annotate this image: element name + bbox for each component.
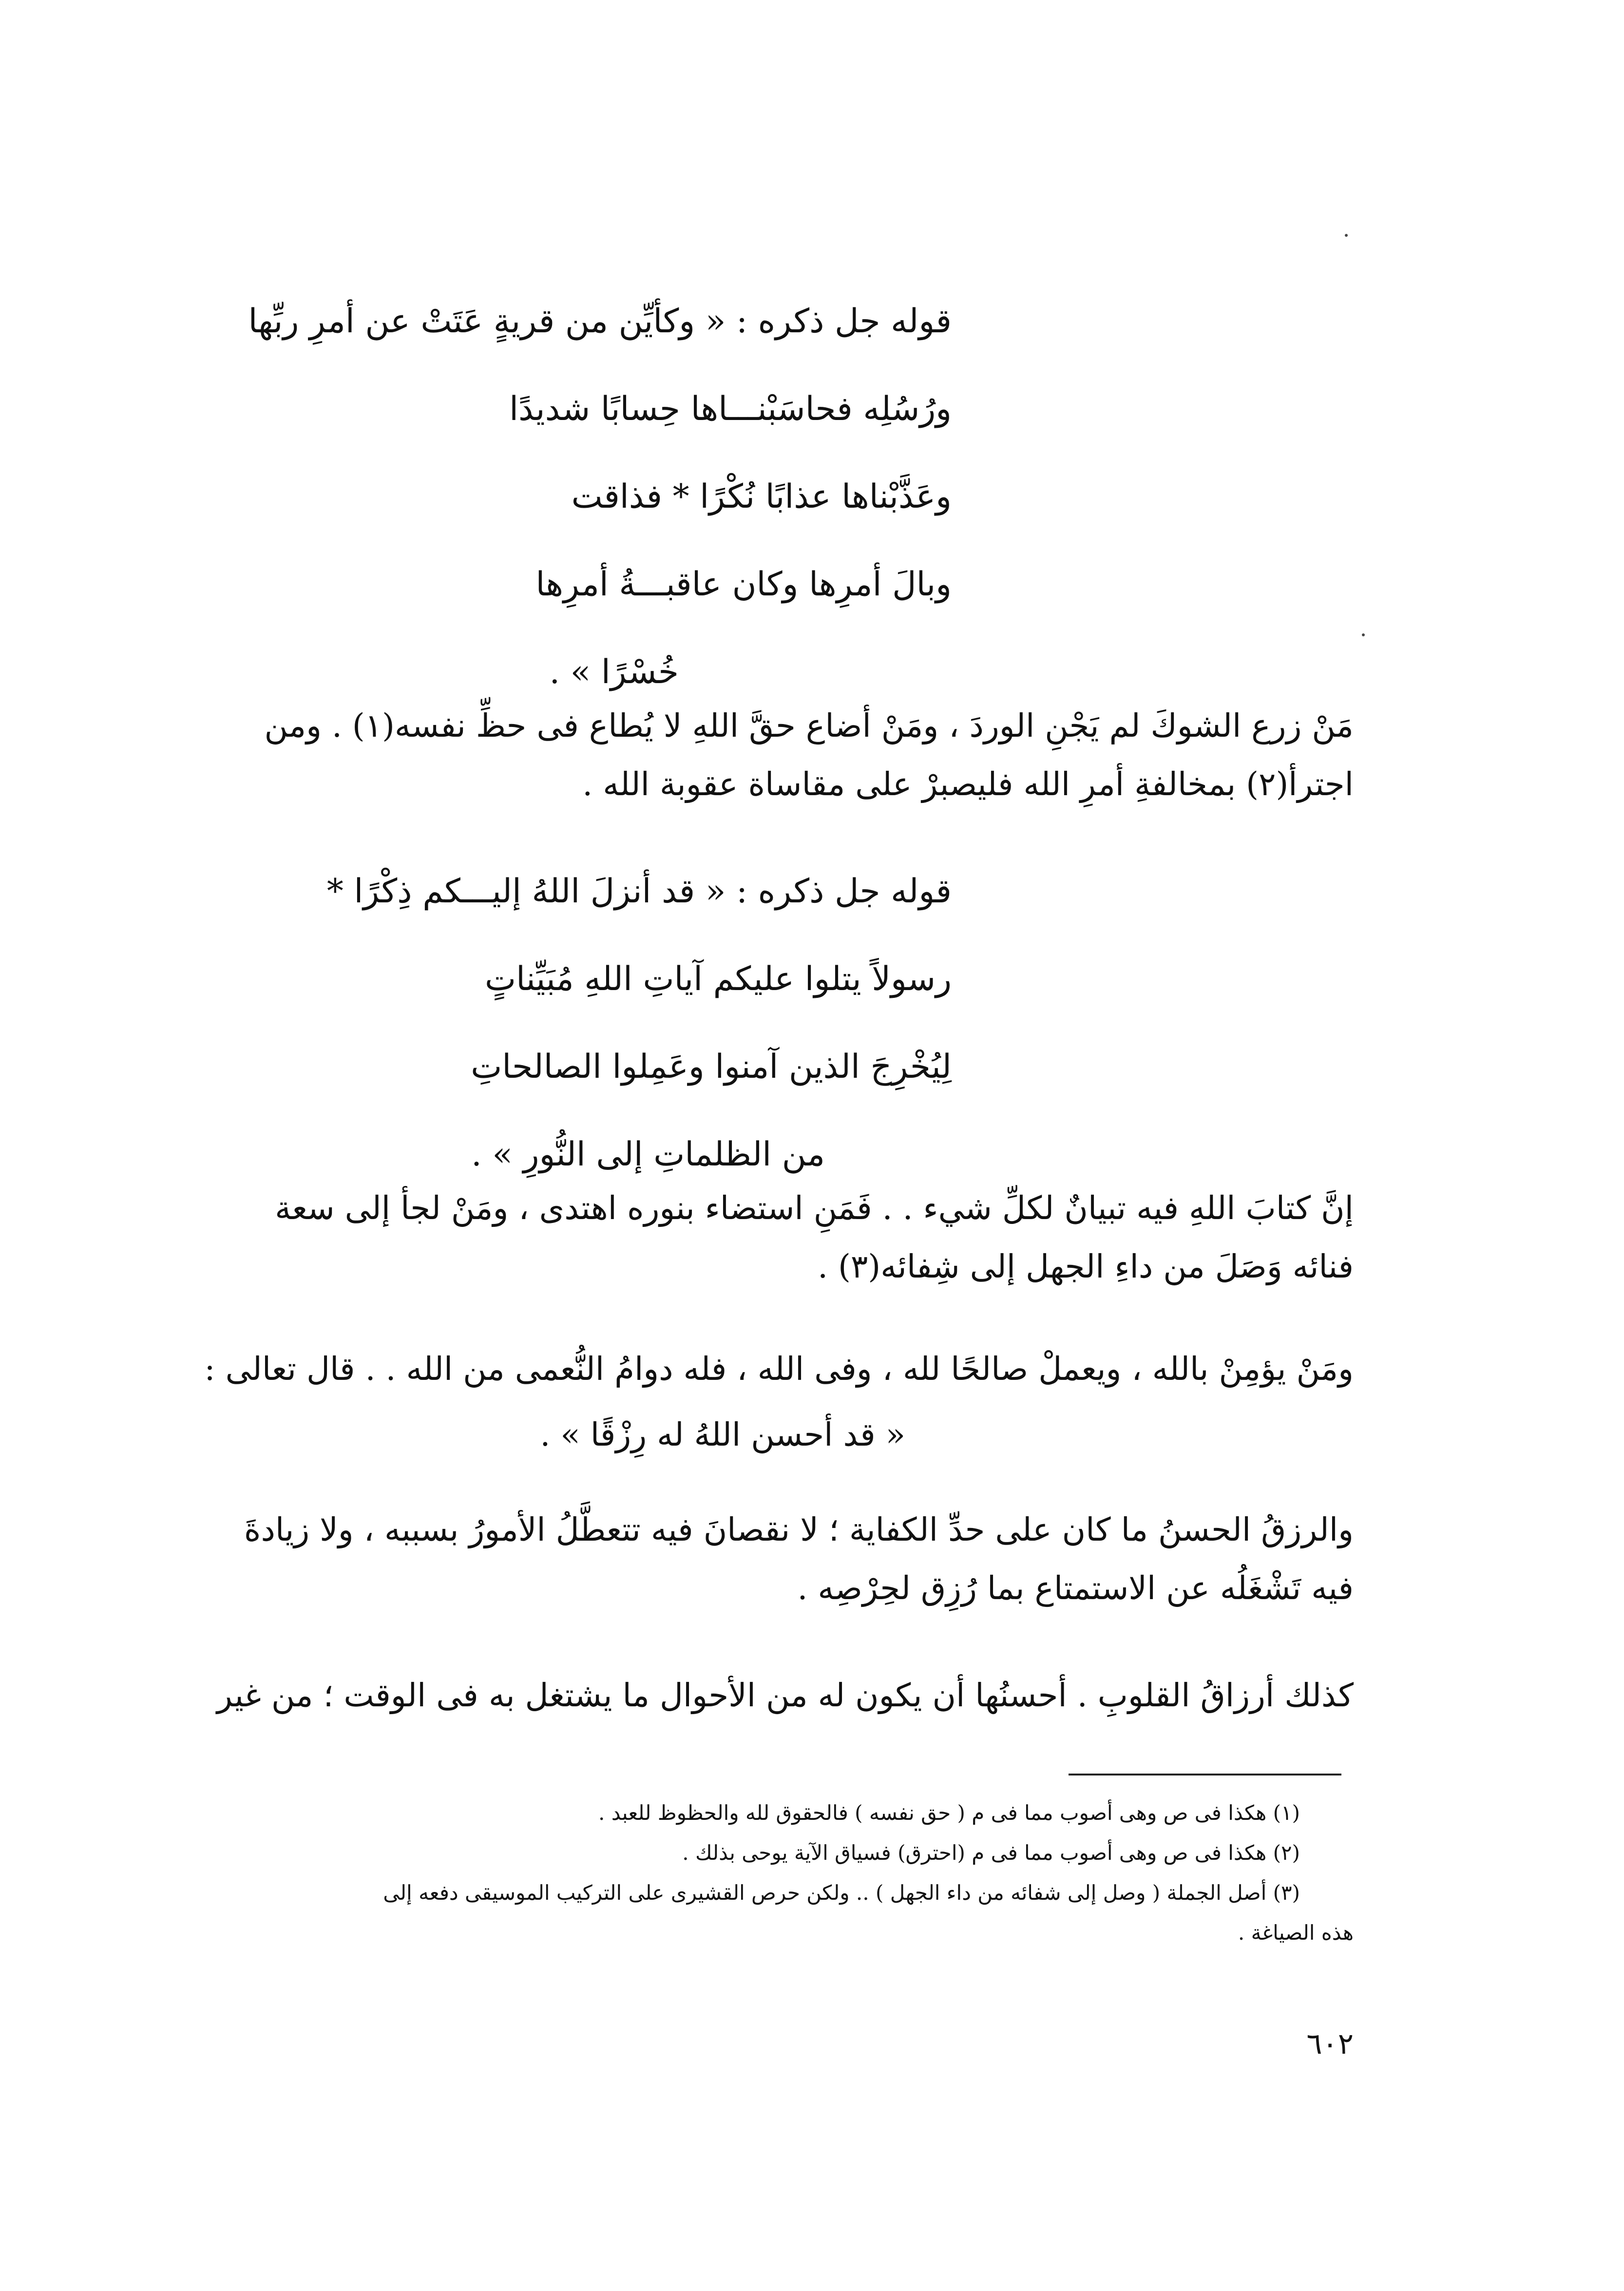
paragraph-line: فنائه وَصَلَ من داءِ الجهل إلى شِفائه(٣) . — [818, 1248, 1354, 1285]
verse-line: من الظلماتِ إلى النُّورِ » . — [471, 1135, 825, 1174]
verse-line: خُسْرًا » . — [549, 653, 679, 691]
quranic-verse-block-1 — [248, 278, 952, 716]
footnotes-section — [267, 1793, 1354, 1953]
paragraph-line: فيه تَشْغَلُه عن الاستمتاع بما رُزِق لحِرْصِه . — [797, 1569, 1354, 1607]
commentary-paragraph-2 — [267, 1179, 1354, 1296]
commentary-paragraph-1 — [264, 697, 1354, 814]
paragraph-line: مَنْ زرع الشوكَ لم يَجْنِ الوردَ ، ومَنْ أضاع حقَّ اللهِ لا يُطاع فى حظِّ نفسه(١) . ومن — [264, 707, 1354, 745]
commentary-paragraph-3 — [204, 1340, 1354, 1471]
paragraph-line: « قد أحسن اللهُ له رِزْقًا » . — [540, 1416, 905, 1453]
page-number: ٦٠٢ — [1306, 2027, 1354, 2061]
footnote-divider — [1069, 1774, 1341, 1776]
paragraph-line: والرزقُ الحسنُ ما كان على حدِّ الكفاية ؛ لا نقصانَ فيه تتعطَّلُ الأمورُ بسببه ، ولا زيادةَ — [244, 1511, 1354, 1548]
verse-line: وعَذَّبْناها عذابًا نُكْرًا * فذاقت — [571, 477, 952, 516]
footnote-item: (٣) أصل الجملة ( وصل إلى شفائه من داء الجهل ) .. ولكن حرص القشيرى على التركيب الموسيقى دفعه إلى — [383, 1881, 1300, 1905]
scan-speck — [1345, 234, 1348, 237]
verse-line: لِيُخْرِجَ الذين آمنوا وعَمِلوا الصالحاتِ — [471, 1048, 952, 1086]
commentary-paragraph-5 — [217, 1666, 1354, 1725]
verse-line: قوله جل ذكره : « قد أنزلَ اللهُ إليـــكم ذِكْرًا * — [326, 872, 952, 911]
footnote-continuation: هذه الصياغة . — [1238, 1921, 1354, 1945]
verse-line: وبالَ أمرِها وكان عاقبـــةُ أمرِها — [535, 565, 952, 604]
verse-line: قوله جل ذكره : « وكأيِّن من قريةٍ عَتَتْ عن أمرِ ربِّها — [248, 302, 952, 341]
footnote-item: (٢) هكذا فى ص وهى أصوب مما فى م (احترق) فسياق الآية يوحى بذلك . — [682, 1841, 1300, 1865]
verse-line: ورُسُلِه فحاسَبْنـــاها حِسابًا شديدًا — [509, 390, 952, 428]
quranic-verse-block-2 — [269, 848, 952, 1199]
paragraph-line: إنَّ كتابَ اللهِ فيه تبيانٌ لكلِّ شيء . . فَمَنِ استضاء بنوره اهتدى ، ومَنْ لجأ إلى سعة — [275, 1189, 1354, 1227]
paragraph-line: كذلك أرزاقُ القلوبِ . أحسنُها أن يكون له من الأحوال ما يشتغل به فى الوقت ؛ من غير — [217, 1677, 1354, 1714]
commentary-paragraph-4 — [244, 1501, 1354, 1618]
verse-line: رسولاً يتلوا عليكم آياتِ اللهِ مُبَيِّناتٍ — [484, 960, 952, 998]
paragraph-line: اجترأ(٢) بمخالفةِ أمرِ الله فليصبرْ على مقاساة عقوبة الله . — [582, 765, 1354, 803]
paragraph-line: ومَنْ يؤمِنْ بالله ، ويعملْ صالحًا لله ، وفى الله ، فله دوامُ النُّعمى من الله . . قال تعالى : — [204, 1350, 1354, 1388]
footnote-item: (١) هكذا فى ص وهى أصوب مما فى م ( حق نفسه ) فالحقوق لله والحظوظ للعبد . — [598, 1801, 1300, 1825]
scan-speck — [1362, 633, 1365, 636]
